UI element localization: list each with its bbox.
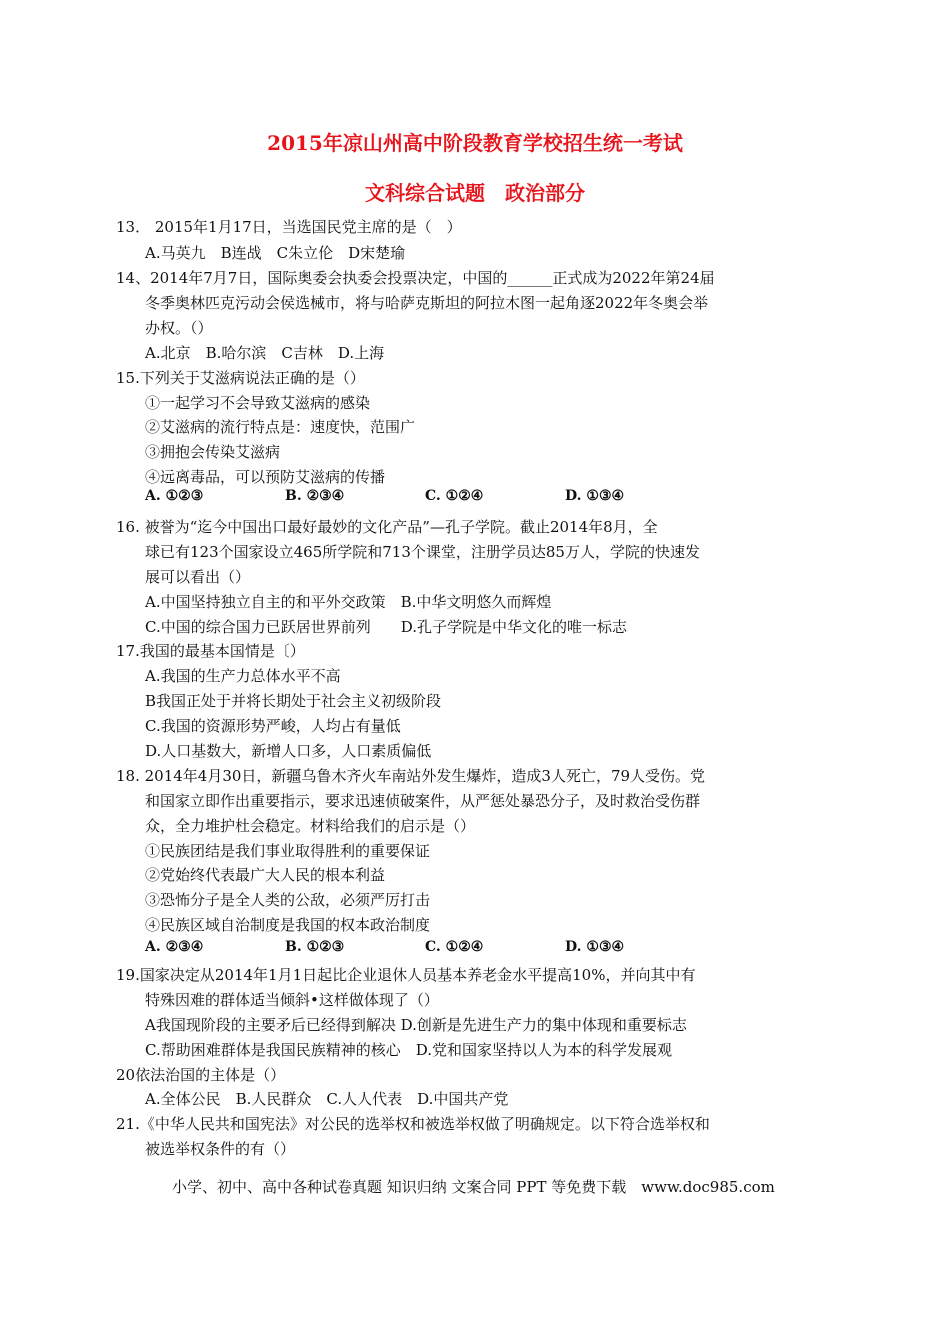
question-21-stem-line2: 被选举权条件的有（） [145, 1140, 296, 1158]
question-14-stem-line1: 14、2014年7月7日，国际奥委会执委会投票决定，中国的______正式成为2022年第24届 [116, 269, 715, 287]
question-13-options: A.马英九 B连战 C朱立伦 D宋楚瑜 [145, 244, 406, 262]
question-15-stem: 15.下列关于艾滋病说法正确的是（） [116, 369, 365, 387]
page-title: 2015年凉山州高中阶段教育学校招生统一考试 [267, 131, 683, 155]
question-19-options-line1: A我国现阶段的主要矛后已经得到解决 D.创新是先进生产力的集中体现和重要标志 [145, 1016, 687, 1034]
page-subtitle: 文科综合试题 政治部分 [365, 181, 585, 205]
question-16-options-line1: A.中国坚持独立自主的和平外交政策 B.中华文明悠久而辉煌 [145, 593, 552, 611]
choice-d: D. ①③④ [565, 939, 625, 955]
question-17-option-c: C.我国的资源形势严峻，人均占有量低 [145, 717, 401, 735]
choice-a: A. ②③④ [145, 939, 204, 955]
question-18-item-4: ④民族区域自治制度是我国的权本政治制度 [145, 916, 431, 934]
question-17-option-a: A.我国的生产力总体水平不高 [145, 667, 341, 685]
question-14-stem-line2: 冬季奥林匹克污动会侯选械市，将与哈萨克斯坦的阿拉木图一起角逐2022年冬奥会举 [145, 294, 709, 312]
question-18-item-2: ②党始终代表最广大人民的根本利益 [145, 866, 386, 884]
question-17-stem: 17.我国的最基本国情是〔） [116, 642, 305, 660]
choice-b: B. ①②③ [285, 939, 345, 955]
question-18-item-1: ①民族团结是我们事业取得胜利的重要保证 [145, 842, 431, 860]
question-15-item-3: ③拥抱会传染艾滋病 [145, 443, 281, 461]
question-17-option-d: D.人口基数大，新增人口多，人口素质偏低 [145, 742, 432, 760]
choice-b: B. ②③④ [285, 488, 345, 504]
choice-d: D. ①③④ [565, 488, 625, 504]
question-18-stem-line2: 和国家立即作出重要指示，要求迅速侦破案件，从严惩处暴恐分子，及时救治受伤群 [145, 792, 701, 810]
choice-c: C. ①②④ [425, 939, 484, 955]
question-15-item-2: ②艾滋病的流行特点是：速度快，范围广 [145, 418, 416, 436]
question-16-stem-line2: 球已有123个国家设立465所学院和713个课堂，注册学员达85万人，学院的快速发 [145, 543, 700, 561]
question-18-item-3: ③恐怖分子是全人类的公敌，必须严厉打击 [145, 891, 431, 909]
question-14-stem-line3: 办权。（） [145, 319, 213, 337]
question-21-stem-line1: 21.《中华人民共和国宪法》对公民的选举权和被选举权做了明确规定。以下符合选举权和 [116, 1115, 710, 1133]
question-19-options-line2: C.帮助困难群体是我国民族精神的核心 D.党和国家坚持以人为本的科学发展观 [145, 1041, 672, 1059]
question-16-stem-line3: 展可以看出（） [145, 568, 251, 586]
question-16-stem-line1: 16. 被誉为“迄今中国出口最好最妙的文化产品”—孔子学院。截止2014年8月，全 [116, 518, 658, 536]
question-16-options-line2: C.中国的综合国力已跃居世界前列 D.孔子学院是中华文化的唯一标志 [145, 618, 627, 636]
question-18-stem-line3: 众，全力堆护杜会稳定。材料给我们的启示是（） [145, 817, 476, 835]
question-18-choices [145, 939, 705, 955]
question-15-item-1: ①一起学习不会导致艾滋病的感染 [145, 394, 371, 412]
question-19-stem-line1: 19.国家决定从2014年1月1日起比企业退休人员基本养老金水平提高10%，并向其中有 [116, 966, 696, 984]
choice-a: A. ①②③ [145, 488, 204, 504]
question-13-stem: 13． 2015年1月17日，当选国民党主席的是（ ） [116, 218, 462, 236]
question-14-options: A.北京 B.哈尔滨 C吉林 D.上海 [145, 344, 385, 362]
question-17-option-b: B我国正处于并将长期处于社会主义初级阶段 [145, 692, 442, 710]
question-19-stem-line2: 特殊因难的群体适当倾斜•这样做体现了（） [145, 991, 439, 1009]
question-20-stem: 20依法治国的主体是（） [116, 1066, 286, 1084]
choice-c: C. ①②④ [425, 488, 484, 504]
question-18-stem-line1: 18. 2014年4月30日，新疆乌鲁木齐火车南站外发生爆炸，造成3人死亡，79人受伤。党 [116, 767, 706, 785]
question-15-choices [145, 488, 705, 504]
question-20-options: A.全体公民 B.人民群众 C.人人代表 D.中国共产党 [145, 1090, 509, 1108]
footer-text: 小学、初中、高中各种试卷真题 知识归纳 文案合同 PPT 等免费下载 www.doc985.com [172, 1178, 775, 1196]
question-15-item-4: ④远离毒品，可以预防艾滋病的传播 [145, 468, 386, 486]
